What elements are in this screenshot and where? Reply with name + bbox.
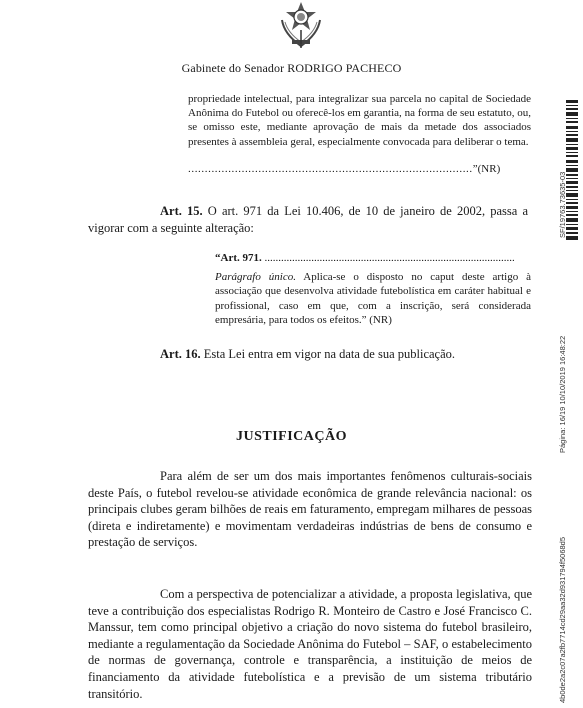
article-16 <box>160 347 455 362</box>
document-id: SF/19763.73635-03 <box>558 171 567 238</box>
article-15-label: Art. 15. <box>160 204 203 218</box>
justification-paragraph: Com a perspectiva de potencializar a atividade, a proposta legislativa, que teve a contribuição dos especialistas Rodrigo R. Monteiro de Castro e José Francisco C. Manssur, tem como principal objetivo a criação do novo sistema do futebol brasileiro, mediante a regulamentação da Sociedade Anônima do Futebol – SAF, o estabelecimento de normas de governança, controle e transparência, a instituição de meios de financiamento da atividade futebolística e a previsão de um sistema tributário transitório. <box>88 587 532 701</box>
article-971-label: “Art. 971. <box>215 252 262 264</box>
sole-paragraph-text: Aplica-se o disposto no caput deste artigo à associação que desenvolva atividade futebolística em caráter habitual e profissional, caso em que, com a inscrição, será considerada empresária, para todos os efeitos.” (NR) <box>215 271 531 326</box>
article-16-label: Art. 16. <box>160 347 201 361</box>
article-15-text: O art. 971 da Lei 10.406, de 10 de janeiro de 2002, passa a vigorar com a seguinte alteração: <box>88 204 528 235</box>
article-15 <box>88 203 528 237</box>
justification-title: JUSTIFICAÇÃO <box>235 429 347 444</box>
office-header: Gabinete do Senador RODRIGO PACHECO <box>181 61 402 75</box>
article-971-dots: ........................................................................................... <box>261 252 515 264</box>
brazil-coat-of-arms-icon <box>278 0 324 52</box>
sole-paragraph <box>215 270 531 327</box>
nr-marker: ”(NR) <box>472 163 501 175</box>
barcode-icon <box>566 100 578 240</box>
page-timestamp: Página: 16/19 10/10/2019 16:48:22 <box>558 335 567 453</box>
quoted-article-text: propriedade intelectual, para integralizar sua parcela no capital de Sociedade Anônima do Futebol ou oferecê-los em garantia, na forma de seu estatuto, ou, se omisso este, mediante aprovação de mais da metade dos associados presentes à assembleia geral, especialmente convocada para deliberar o tema. <box>188 93 531 148</box>
article-971-heading <box>215 251 520 265</box>
article-16-text: Esta Lei entra em vigor na data de sua publicação. <box>200 347 456 361</box>
ellipsis-dots: ..................................................................................... <box>188 163 473 175</box>
quoted-article-closing <box>188 163 514 175</box>
sole-paragraph-label: Parágrafo único. <box>215 271 296 283</box>
document-hash: 4b0de2a2c07a2fb7714cd29aa32d931794f5068d5 <box>558 537 567 703</box>
justification-paragraph: Para além de ser um dos mais importantes fenômenos culturais-sociais deste País, o futebol revelou-se atividade econômica de grande relevância nacional: os principais clubes geram bilhões de reais em faturamento, empregam milhares de pessoas (direta e indiretamente) e movimentam verdadeiras indústrias de bens de consumo e prestação de serviços. <box>88 469 532 550</box>
